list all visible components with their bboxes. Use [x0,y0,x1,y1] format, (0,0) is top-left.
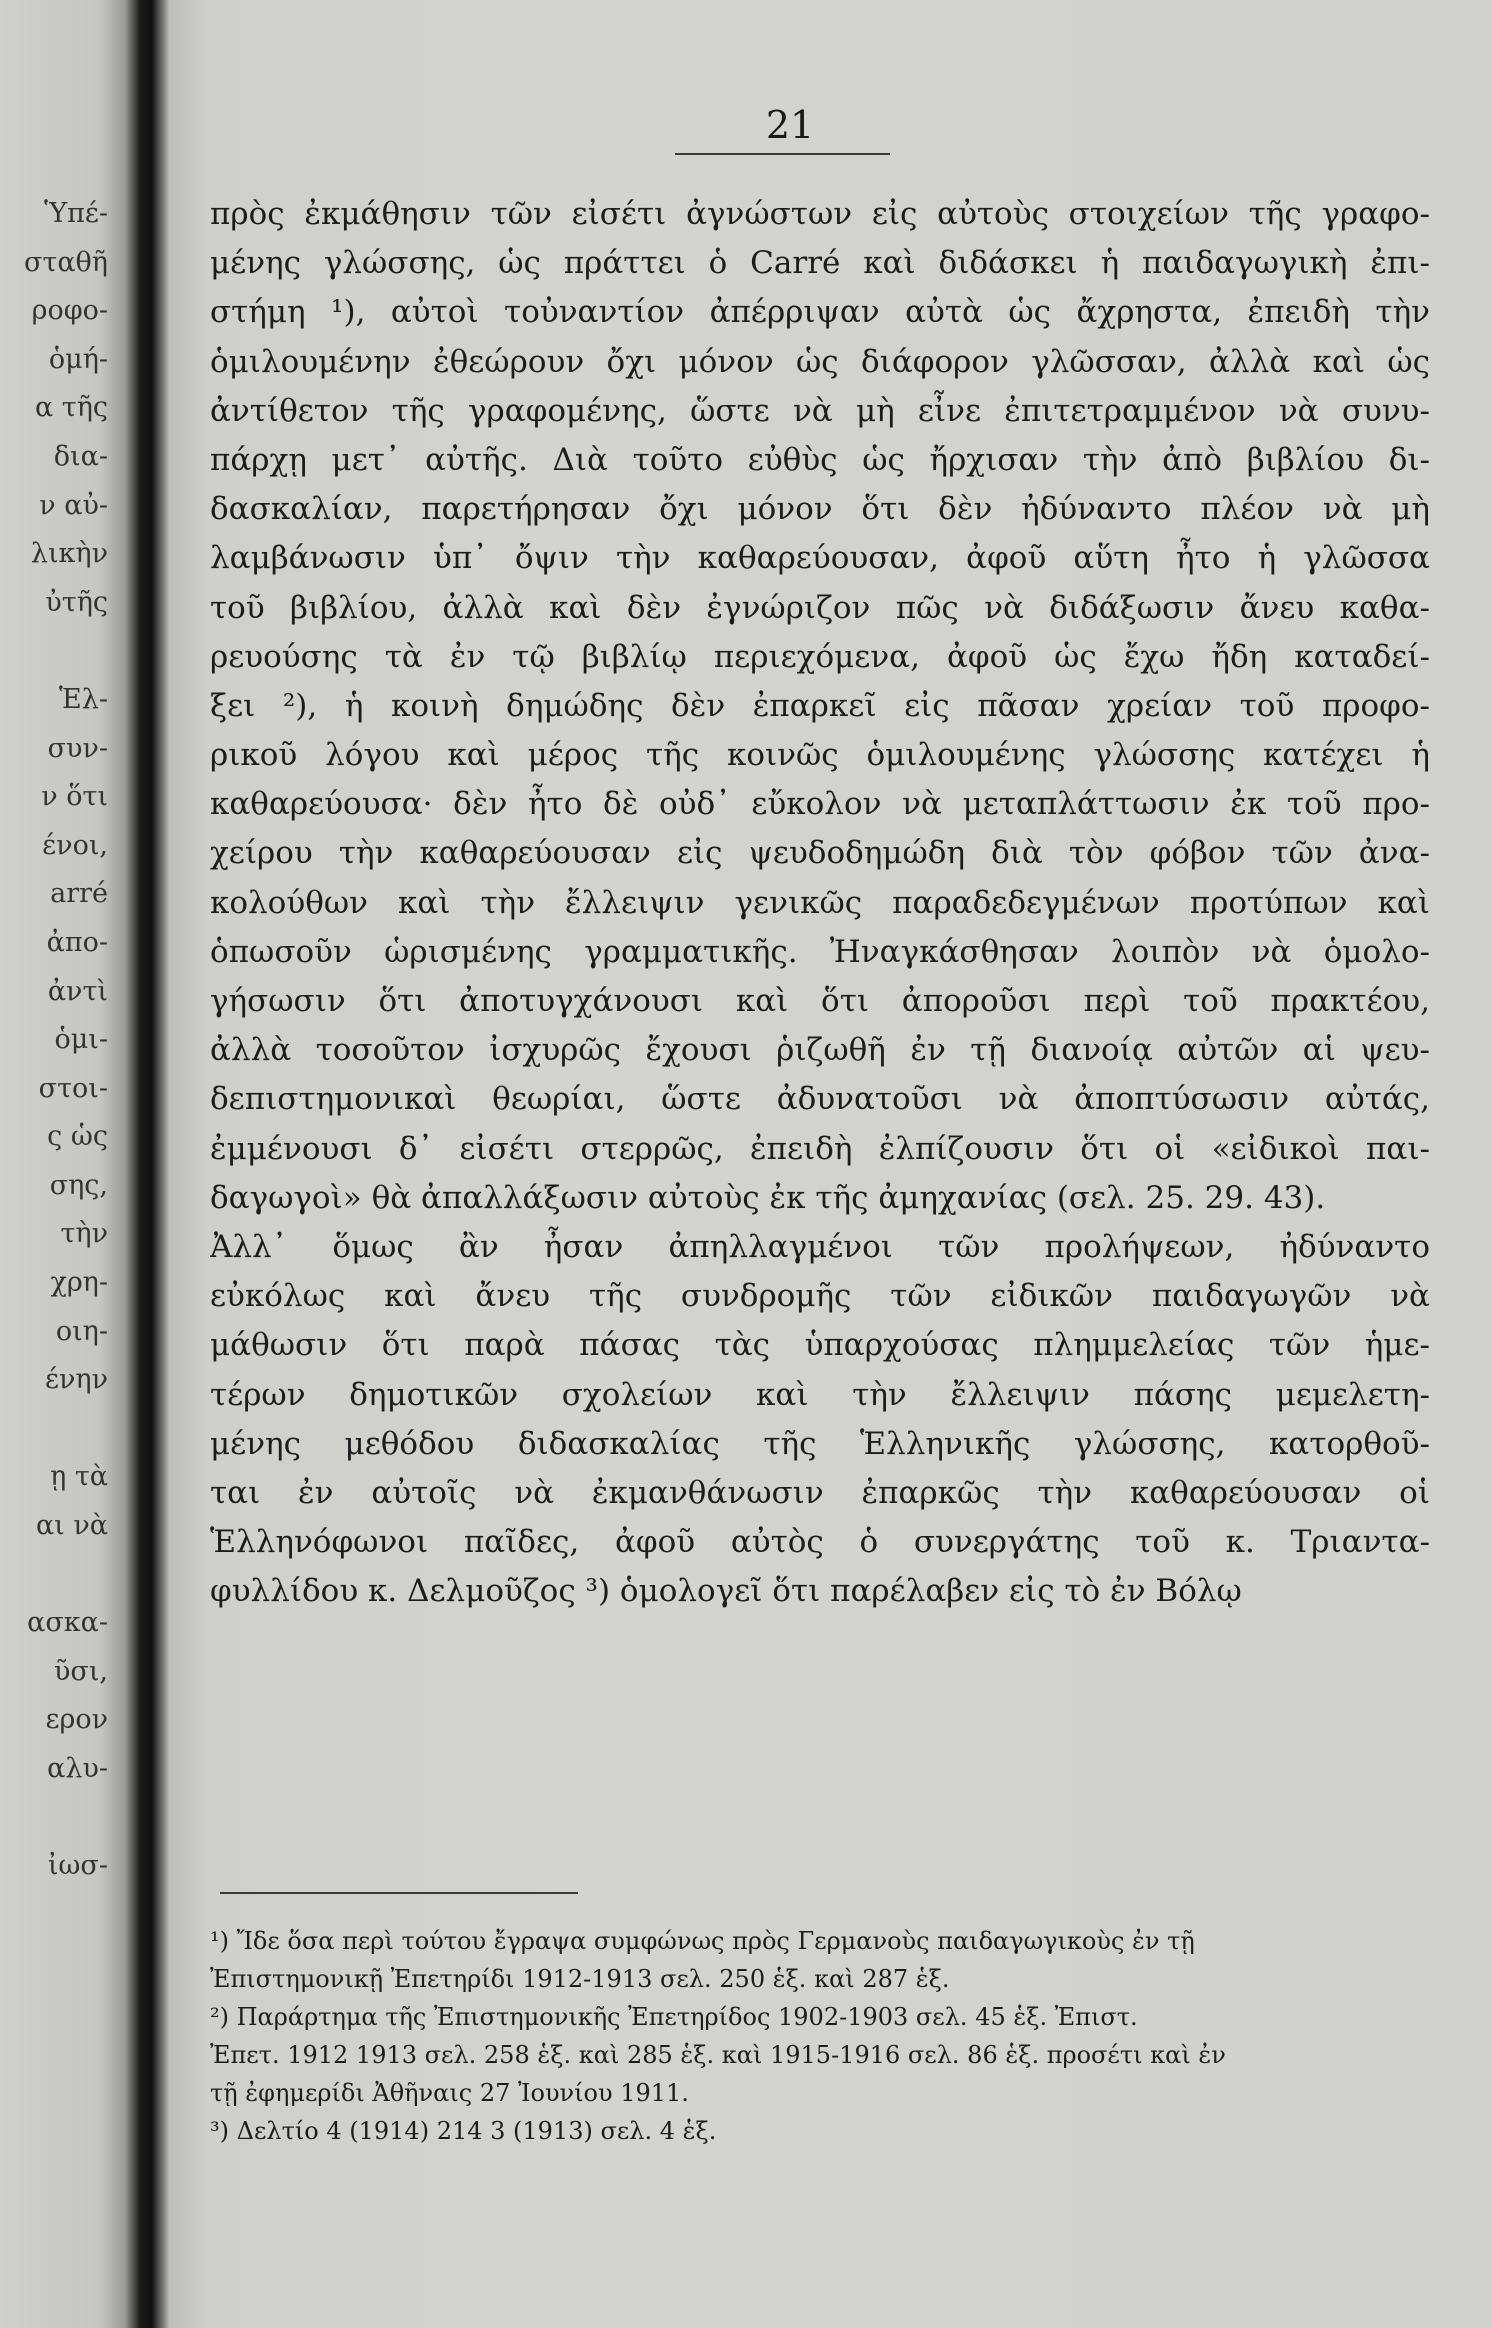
facing-page-fragment: τὴν [60,1218,108,1250]
facing-page-fragment: ένην [45,1364,108,1396]
text-line: ρικοῦ λόγου καὶ μέρος τῆς κοινῶς ὁμιλουμένης γλώσσης κατέχει ἡ [210,737,1430,774]
facing-page-fragment [0,1794,108,1843]
facing-page-fragment: λικὴν [30,538,108,570]
facing-page-fragment: ν ὅτι [41,781,108,813]
text-line: ξει ²), ἡ κοινὴ δημώδης δὲν ἐπαρκεῖ εἰς πᾶσαν χρείαν τοῦ προφο- [210,687,1430,724]
text-line: ἀντίθετον τῆς γραφομένης, ὥστε νὰ μὴ εἶνε ἐπιτετραμμένον νὰ συνυ- [210,392,1430,429]
facing-page-fragment: Ἑλ- [59,683,108,715]
page-number: 21 [765,103,815,147]
facing-page-edge [0,190,108,1891]
facing-page-fragment: ὁμι- [54,1024,108,1056]
facing-page-fragment [0,1405,108,1454]
text-line: Ἀλλ᾽ ὅμως ἂν ἦσαν ἀπηλλαγμένοι τῶν προλήψεων, ἠδύναντο [210,1228,1430,1265]
facing-page-fragment: ς ὡς [47,1121,108,1153]
facing-page-fragment: δια- [53,440,108,472]
facing-page-fragment: σταθῆ [23,246,108,278]
text-line: τοῦ βιβλίου, ἀλλὰ καὶ δὲν ἐγνώριζον πῶς νὰ διδάξωσιν ἄνευ καθα- [210,589,1430,626]
text-line: πάρχῃ μετ᾽ αὐτῆς. Διὰ τοῦτο εὐθὺς ὡς ἤρχισαν τὴν ἀπὸ βιβλίου δι- [210,441,1430,478]
facing-page-fragment: οιη- [55,1315,108,1347]
text-line: μένης μεθόδου διδασκαλίας τῆς Ἑλληνικῆς γλώσσης, κατορθοῦ- [210,1425,1430,1462]
text-line: τέρων δημοτικῶν σχολείων καὶ τὴν ἔλλειψιν πάσης μεμελετη- [210,1376,1430,1413]
text-line: γήσωσιν ὅτι ἀποτυγχάνουσι καὶ ὅτι ἀποροῦσι περὶ τοῦ πρακτέου, [210,983,1430,1019]
footnote-line: ²) Παράρτημα τῆς Ἐπιστημονικῆς Ἐπετηρίδος 1902-1903 σελ. 45 ἑξ. Ἐπιστ. [210,2003,1138,2031]
facing-page-fragment: αλυ- [47,1753,108,1784]
facing-page-fragment: Ὑπέ- [44,198,108,229]
text-line: δεπιστημονικαὶ θεωρίαι, ὥστε ἀδυνατοῦσι νὰ ἀποπτύσωσιν αὐτάς, [210,1081,1430,1118]
facing-page-fragment: ν αὐ- [39,489,108,521]
text-line: Ἑλληνόφωνοι παῖδες, ἀφοῦ αὐτὸς ὁ συνεργάτης τοῦ κ. Τριαντα- [210,1524,1430,1561]
text-line: φυλλίδου κ. Δελμοῦζος ³) ὁμολογεῖ ὅτι παρέλαβεν εἰς τὸ ἐν Βόλῳ [210,1573,1242,1610]
text-line: μάθωσιν ὅτι παρὰ πάσας τὰς ὑπαρχούσας πλημμελείας τῶν ἡμε- [210,1327,1430,1364]
text-line: καθαρεύουσα· δὲν ἦτο δὲ οὐδ᾽ εὔκολον νὰ μεταπλάττωσιν ἐκ τοῦ προ- [210,786,1430,823]
text-line: χείρου τὴν καθαρεύουσαν εἰς ψευδοδημώδη διὰ τὸν φόβον τῶν ἀνα- [210,835,1430,872]
text-line: ὁπωσοῦν ὡρισμένης γραμματικῆς. Ἠναγκάσθησαν λοιπὸν νὰ ὁμολο- [210,933,1430,970]
body-text [210,190,1430,1616]
facing-page-fragment: αι νὰ [35,1510,108,1542]
text-line: ἀλλὰ τοσοῦτον ἰσχυρῶς ἔχουσι ῥιζωθῆ ἐν τῇ διανοίᾳ αὐτῶν αἱ ψευ- [210,1032,1430,1069]
text-line: μένης γλώσσης, ὡς πράττει ὁ Carré καὶ διδάσκει ἡ παιδαγωγικὴ ἐπι- [210,245,1430,282]
text-line: δασκαλίαν, παρετήρησαν ὄχι μόνον ὅτι δὲν ἠδύναντο πλέον νὰ μὴ [210,491,1430,528]
facing-page-fragment: arré [50,878,108,910]
page-number-rule [675,153,890,155]
facing-page-fragment [0,627,108,676]
footnote-line: ³) Δελτίο 4 (1914) 214 3 (1913) σελ. 4 ἑξ. [210,2117,717,2145]
footnote-line: Ἐπιστημονικῇ Ἐπετηρίδι 1912-1913 σελ. 250 ἑξ. καὶ 287 ἑξ. [210,1965,950,1993]
book-page [170,0,1492,2328]
facing-page-fragment: σης, [49,1169,108,1201]
facing-page-fragment [0,1551,108,1600]
footnote-line: Ἐπετ. 1912 1913 σελ. 258 ἑξ. καὶ 285 ἑξ. καὶ 1915-1916 σελ. 86 ἑξ. προσέτι καὶ ἐν [210,2041,1226,2069]
facing-page-fragment: ένοι, [42,829,108,861]
facing-page-fragment: χρη- [50,1267,108,1299]
facing-page-fragment: συν- [47,732,108,764]
facing-page-fragment: ροφο- [31,295,108,327]
footnote-rule [220,1892,578,1894]
text-line: δαγωγοὶ» θὰ ἀπαλλάξωσιν αὐτοὺς ἐκ τῆς ἀμηχανίας (σελ. 25. 29. 43). [210,1179,1326,1216]
text-line: στήμη ¹), αὐτοὶ τοὐναντίον ἀπέρριψαν αὐτὰ ὡς ἄχρηστα, ἐπειδὴ τὴν [210,294,1430,331]
footnote-line: ¹) Ἴδε ὅσα περὶ τούτου ἔγραψα συμφώνως πρὸς Γερμανοὺς παιδαγωγικοὺς ἐν τῇ [210,1927,1195,1955]
facing-page-fragment: ἀντὶ [47,975,108,1007]
facing-page-fragment: ῦσι, [53,1655,108,1687]
footnote-line: τῇ ἐφημερίδι Ἀθῆναις 27 Ἰουνίου 1911. [210,2079,689,2107]
text-line: εὐκόλως καὶ ἄνευ τῆς συνδρομῆς τῶν εἰδικῶν παιδαγωγῶν νὰ [210,1278,1430,1315]
text-line: πρὸς ἐκμάθησιν τῶν εἰσέτι ἀγνώστων εἰς αὐτοὺς στοιχείων τῆς γραφο- [210,196,1430,232]
facing-page-fragment: ερον [45,1704,108,1736]
text-line: ἐμμένουσι δ᾽ εἰσέτι στερρῶς, ἐπειδὴ ἐλπίζουσιν ὅτι οἱ «εἰδικοὶ παι- [210,1130,1430,1167]
facing-page-fragment: στοι- [38,1072,108,1104]
facing-page-fragment: ἀπο- [46,926,108,958]
facing-page-fragment: ασκα- [27,1607,108,1639]
facing-page-fragment: ὁμή- [48,343,108,375]
text-line: λαμβάνωσιν ὑπ᾽ ὄψιν τὴν καθαρεύουσαν, ἀφοῦ αὕτη ἦτο ἡ γλῶσσα [210,540,1430,577]
facing-page-fragment: ἰωσ- [47,1850,108,1882]
facing-page-fragment: ῃ τὰ [50,1461,108,1493]
text-line: ὁμιλουμένην ἐθεώρουν ὄχι μόνον ὡς διάφορον γλῶσσαν, ἀλλὰ καὶ ὡς [210,343,1430,380]
facing-page-fragment: α τῆς [34,392,108,424]
text-line: ρευούσης τὰ ἐν τῷ βιβλίῳ περιεχόμενα, ἀφοῦ ὡς ἔχω ἤδη καταδεί- [210,638,1430,675]
footnotes [210,1922,1430,2150]
text-line: ται ἐν αὐτοῖς νὰ ἐκμανθάνωσιν ἐπαρκῶς τὴν καθαρεύουσαν οἱ [210,1474,1430,1511]
facing-page-fragment: ὐτῆς [45,586,108,618]
text-line: κολούθων καὶ τὴν ἔλλειψιν γενικῶς παραδεδεγμένων προτύπων καὶ [210,884,1430,921]
